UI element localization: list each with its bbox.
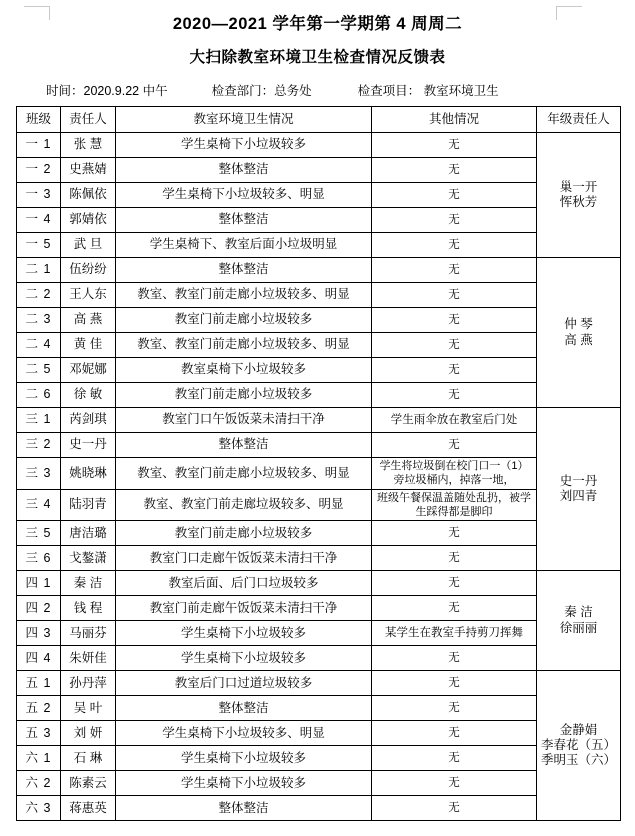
- cell-person: 高 燕: [61, 308, 116, 333]
- grade-person-name: 李春花（五）: [540, 738, 616, 753]
- cell-environment: 教室、教室门前走廊小垃圾较多、明显: [116, 283, 372, 308]
- cell-environment: 教室、教室门前走廊垃圾较多、明显: [116, 489, 372, 521]
- cell-other: 学生将垃圾倒在校门口一（1）旁垃圾桶内，掉落一地，: [372, 458, 537, 490]
- cell-class: 六 2: [17, 771, 61, 796]
- cell-person: 秦 洁: [61, 571, 116, 596]
- table-row: [17, 771, 621, 796]
- cell-class: 一 1: [17, 133, 61, 158]
- meta-department: 检查部门：总务处: [211, 84, 312, 98]
- cell-person: 郭婧依: [61, 208, 116, 233]
- table-row: [17, 746, 621, 771]
- cell-class: 四 4: [17, 646, 61, 671]
- cell-person: 徐 敏: [61, 383, 116, 408]
- grade-person-name: 秦 洁: [564, 605, 593, 620]
- cell-environment: 教室桌椅下小垃圾较多: [116, 358, 372, 383]
- cell-person: 邓妮娜: [61, 358, 116, 383]
- cell-class: 六 1: [17, 746, 61, 771]
- cell-person: 武 旦: [61, 233, 116, 258]
- meta-time: 时间：2020.9.22 中午: [46, 84, 168, 98]
- cell-other: 无: [372, 546, 537, 571]
- cell-other: 无: [372, 383, 537, 408]
- cell-person: 蒋惠英: [61, 796, 116, 821]
- cell-person: 陈佩依: [61, 183, 116, 208]
- cell-class: 二 1: [17, 258, 61, 283]
- cell-other: 无: [372, 158, 537, 183]
- cell-class: 五 2: [17, 696, 61, 721]
- header-environment: 教室环境卫生情况: [116, 107, 372, 133]
- grade-person-name: 恽秋芳: [559, 195, 598, 209]
- grade-person-name: 巢一开: [559, 179, 598, 194]
- table-row: [17, 283, 621, 308]
- cell-environment: 教室门前走廊午饭饭菜未清扫干净: [116, 596, 372, 621]
- cell-person: 史燕婧: [61, 158, 116, 183]
- cell-other: 无: [372, 333, 537, 358]
- cell-person: 黄 佳: [61, 333, 116, 358]
- cell-class: 四 3: [17, 621, 61, 646]
- inspection-table: [16, 106, 621, 821]
- cell-environment: 学生桌椅下小垃圾较多: [116, 771, 372, 796]
- grade-person-name: 高 燕: [564, 332, 593, 347]
- cell-class: 三 5: [17, 521, 61, 546]
- cell-other: 无: [372, 358, 537, 383]
- cell-class: 一 2: [17, 158, 61, 183]
- cell-other: 无: [372, 696, 537, 721]
- meta-item: 检查项目： 教室环境卫生: [357, 84, 499, 98]
- table-row: [17, 596, 621, 621]
- cell-person: 张 慧: [61, 133, 116, 158]
- cell-person: 戈鏊潇: [61, 546, 116, 571]
- cell-environment: 教室门口午饭饭菜未清扫干净: [116, 408, 372, 433]
- table-row: [17, 571, 621, 596]
- cell-person: 姚晓琳: [61, 458, 116, 490]
- cell-grade-person: [537, 671, 621, 821]
- cell-class: 二 3: [17, 308, 61, 333]
- cell-other: 无: [372, 646, 537, 671]
- cell-person: 陆羽青: [61, 489, 116, 521]
- cell-other: 无: [372, 308, 537, 333]
- cell-grade-person: [537, 258, 621, 408]
- cell-environment: 学生桌椅下、教室后面小垃圾明显: [116, 233, 372, 258]
- cell-class: 二 6: [17, 383, 61, 408]
- cell-class: 一 4: [17, 208, 61, 233]
- cell-other: 无: [372, 771, 537, 796]
- cell-environment: 整体整洁: [116, 796, 372, 821]
- cell-person: 陈素云: [61, 771, 116, 796]
- cell-other: 无: [372, 133, 537, 158]
- cell-grade-person: [537, 133, 621, 258]
- table-row: [17, 208, 621, 233]
- cell-class: 二 4: [17, 333, 61, 358]
- table-row: [17, 158, 621, 183]
- header-other: 其他情况: [372, 107, 537, 133]
- cell-grade-person: [537, 571, 621, 671]
- cell-environment: 教室、教室门前走廊小垃圾较多、明显: [116, 333, 372, 358]
- cell-other: 学生雨伞放在教室后门处: [372, 408, 537, 433]
- table-row: [17, 546, 621, 571]
- table-row: [17, 671, 621, 696]
- cell-grade-person: [537, 408, 621, 571]
- cell-class: 三 4: [17, 489, 61, 521]
- cell-class: 四 1: [17, 571, 61, 596]
- cell-other: 班级午餐保温盖随处乱扔，被学生踩得都是脚印: [372, 489, 537, 521]
- cell-class: 一 5: [17, 233, 61, 258]
- grade-person-name: 徐丽丽: [559, 620, 598, 635]
- cell-class: 四 2: [17, 596, 61, 621]
- table-row: [17, 333, 621, 358]
- table-row: [17, 133, 621, 158]
- table-row: [17, 458, 621, 490]
- header-person: 责任人: [61, 107, 116, 133]
- grade-person-name: 史一丹: [559, 473, 598, 488]
- cell-person: 钱 程: [61, 596, 116, 621]
- cell-environment: 整体整洁: [116, 158, 372, 183]
- cell-class: 二 2: [17, 283, 61, 308]
- cell-person: 孙丹萍: [61, 671, 116, 696]
- cell-other: 无: [372, 796, 537, 821]
- cell-environment: 学生桌椅下小垃圾较多、明显: [116, 183, 372, 208]
- table-row: [17, 258, 621, 283]
- header-grade-person: 年级责任人: [537, 107, 621, 133]
- cell-person: 刘 妍: [61, 721, 116, 746]
- table-row: [17, 696, 621, 721]
- cell-person: 史一丹: [61, 433, 116, 458]
- cell-other: 无: [372, 183, 537, 208]
- table-row: [17, 796, 621, 821]
- cell-other: 无: [372, 721, 537, 746]
- cell-environment: 学生桌椅下小垃圾较多: [116, 621, 372, 646]
- cell-other: 无: [372, 233, 537, 258]
- cell-class: 三 1: [17, 408, 61, 433]
- cell-environment: 学生桌椅下小垃圾较多: [116, 746, 372, 771]
- cell-class: 五 1: [17, 671, 61, 696]
- cell-environment: 学生桌椅下小垃圾较多: [116, 646, 372, 671]
- table-row: [17, 383, 621, 408]
- cell-environment: 学生桌椅下小垃圾较多: [116, 133, 372, 158]
- cell-class: 五 3: [17, 721, 61, 746]
- cell-environment: 教室门前走廊小垃圾较多: [116, 383, 372, 408]
- table-row: [17, 621, 621, 646]
- cell-person: 伍纷纷: [61, 258, 116, 283]
- table-body: [17, 133, 621, 821]
- cell-environment: 整体整洁: [116, 258, 372, 283]
- cell-environment: 教室后面、后门口垃圾较多: [116, 571, 372, 596]
- grade-person-name: 金静娟: [559, 722, 598, 737]
- cell-environment: 教室门口走廊午饭饭菜未清扫干净: [116, 546, 372, 571]
- table-row: [17, 489, 621, 521]
- cell-other: 无: [372, 283, 537, 308]
- table-row: [17, 233, 621, 258]
- document-meta-row: [0, 67, 635, 106]
- cell-person: 芮剑琪: [61, 408, 116, 433]
- table-row: [17, 433, 621, 458]
- cell-environment: 教室门前走廊小垃圾较多: [116, 521, 372, 546]
- cell-other: 无: [372, 433, 537, 458]
- table-row: [17, 358, 621, 383]
- cell-other: 某学生在教室手持剪刀挥舞: [372, 621, 537, 646]
- cell-person: 唐洁璐: [61, 521, 116, 546]
- document-title-sub: 大扫除教室环境卫生检查情况反馈表: [189, 48, 446, 66]
- cell-class: 三 6: [17, 546, 61, 571]
- cell-class: 二 5: [17, 358, 61, 383]
- cell-environment: 整体整洁: [116, 433, 372, 458]
- cell-person: 吴 叶: [61, 696, 116, 721]
- table-header-row: [17, 107, 621, 133]
- cell-other: 无: [372, 571, 537, 596]
- cell-other: 无: [372, 596, 537, 621]
- cell-other: 无: [372, 671, 537, 696]
- cell-other: 无: [372, 258, 537, 283]
- table-row: [17, 646, 621, 671]
- table-row: [17, 308, 621, 333]
- cell-environment: 教室门前走廊小垃圾较多: [116, 308, 372, 333]
- grade-person-name: 仲 琴: [564, 317, 593, 332]
- cell-class: 三 3: [17, 458, 61, 490]
- cell-class: 三 2: [17, 433, 61, 458]
- cell-class: 一 3: [17, 183, 61, 208]
- cell-person: 王人东: [61, 283, 116, 308]
- table-row: [17, 183, 621, 208]
- cell-environment: 教室后门口过道垃圾较多: [116, 671, 372, 696]
- document-title-main: 2020—2021 学年第一学期第 4 周周二: [172, 15, 463, 33]
- grade-person-name: 季明玉（六）: [540, 753, 616, 768]
- cell-environment: 学生桌椅下小垃圾较多、明显: [116, 721, 372, 746]
- cell-environment: 整体整洁: [116, 696, 372, 721]
- header-class: 班级: [17, 107, 61, 133]
- table-row: [17, 521, 621, 546]
- cell-class: 六 3: [17, 796, 61, 821]
- table-row: [17, 408, 621, 433]
- cell-environment: 整体整洁: [116, 208, 372, 233]
- cell-environment: 教室、教室门前走廊小垃圾较多、明显: [116, 458, 372, 490]
- cell-other: 无: [372, 746, 537, 771]
- cell-other: 无: [372, 208, 537, 233]
- cell-person: 石 琳: [61, 746, 116, 771]
- grade-person-name: 刘四青: [559, 489, 598, 504]
- table-row: [17, 721, 621, 746]
- cell-other: 无: [372, 521, 537, 546]
- cell-person: 朱妍佳: [61, 646, 116, 671]
- cell-person: 马丽芬: [61, 621, 116, 646]
